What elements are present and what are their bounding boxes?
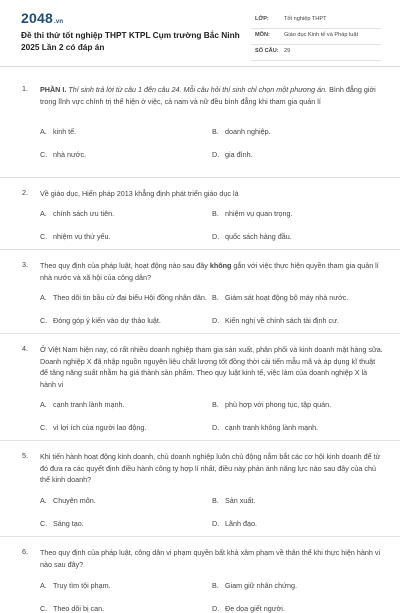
option-b[interactable]: B. Sản xuất.	[212, 496, 256, 505]
option-c[interactable]: C. Theo dõi bị can.	[40, 604, 105, 613]
part-instruction: Thí sinh trả lời từ câu 1 đến câu 24. Mỗi câu hỏi thí sinh chỉ chọn một phương án.	[68, 85, 328, 94]
option-a[interactable]: A. Truy tìm tội phạm.	[40, 581, 111, 590]
question-text: Theo quy định của pháp luật, hoạt động nào sau đây không gắn với việc thực hiện quyền tham gia quản lí nhà nước và xã hội của công dân?	[40, 261, 379, 282]
question-body: Bình đẳng giới trong lĩnh vực chính trị thể hiện ở việc, cả nam và nữ đều bình đẳng khi tham gia quản lí	[40, 85, 376, 106]
exam-title-line-2: 2025 Lần 2 có đáp án	[21, 42, 105, 52]
meta-value: Giáo dục Kinh tế và Pháp luật	[284, 32, 359, 38]
option-b[interactable]: B. Giám sát hoạt động bộ máy nhà nước.	[212, 293, 349, 302]
question-number: 5.	[22, 451, 28, 460]
option-d[interactable]: D. Lãnh đạo.	[212, 519, 257, 528]
option-a[interactable]: A. chính sách ưu tiên.	[40, 209, 115, 218]
option-d[interactable]: D. Kiến nghị về chính sách tài định cư.	[212, 316, 339, 325]
option-a[interactable]: A. Chuyên môn.	[40, 496, 96, 505]
option-a[interactable]: A. cạnh tranh lành mạnh.	[40, 400, 125, 409]
question-number: 1.	[22, 84, 28, 93]
question-number: 6.	[22, 547, 28, 556]
option-b[interactable]: B. phù hợp với phong tục, tập quán.	[212, 400, 332, 409]
exam-meta-table	[251, 13, 381, 61]
option-d[interactable]: D. gia đình.	[212, 150, 253, 159]
question-number: 2.	[22, 188, 28, 197]
question-number: 3.	[22, 260, 28, 269]
part-label: PHẦN I.	[40, 85, 67, 94]
option-c[interactable]: C. nhiệm vụ thứ yếu.	[40, 232, 111, 241]
meta-label: LỚP:	[255, 16, 269, 22]
meta-value: 29	[284, 48, 291, 54]
option-b[interactable]: B. nhiệm vụ quan trọng.	[212, 209, 293, 218]
question-text: Khi tiến hành hoạt động kinh doanh, chủ doanh nghiệp luôn chủ động nắm bắt các cơ hội kinh doanh để từ đó đưa ra các quyết định điều hành công ty hợp lí nhất, điều này phản ánh năng lực nào sau đây của chủ thể kinh doanh?	[40, 452, 381, 484]
meta-value: Tốt nghiệp THPT	[284, 16, 327, 22]
option-d[interactable]: D. Đe dọa giết người.	[212, 604, 285, 613]
question-list	[0, 84, 400, 613]
option-c[interactable]: C. Sáng tạo.	[40, 519, 84, 528]
question-text: Về giáo dục, Hiến pháp 2013 khẳng định phát triển giáo dục là	[40, 189, 239, 198]
question-3	[0, 250, 400, 334]
question-text: Theo quy định của pháp luật, công dân vi phạm quyền bất khả xâm phạm về thân thể khi thực hiện hành vi nào sau đây?	[40, 548, 381, 569]
question-text	[40, 84, 385, 107]
question-5	[0, 441, 400, 537]
question-1	[0, 84, 400, 178]
option-c[interactable]: C. vì lợi ích của người lao động.	[40, 423, 147, 432]
option-c[interactable]: C. nhà nước.	[40, 150, 87, 159]
question-number: 4.	[22, 344, 28, 353]
question-4	[0, 334, 400, 441]
option-c[interactable]: C. Đóng góp ý kiến vào dự thảo luật.	[40, 316, 161, 325]
question-6	[0, 537, 400, 613]
option-a[interactable]: A. kinh tế.	[40, 127, 77, 136]
meta-label: MÔN:	[255, 32, 270, 38]
document-header	[0, 0, 400, 67]
site-logo[interactable]: 2048.vn	[21, 10, 64, 26]
meta-row-class	[251, 13, 381, 29]
exam-title-line-1: Đề thi thử tốt nghiệp THPT KTPL Cụm trường Bắc Ninh	[21, 30, 240, 40]
option-d[interactable]: D. cạnh tranh không lành mạnh.	[212, 423, 319, 432]
meta-row-subject	[251, 29, 381, 45]
negation-keyword: không	[209, 261, 232, 270]
meta-row-count	[251, 45, 381, 61]
question-text: Ở Việt Nam hiện nay, có rất nhiều doanh nghiệp tham gia sản xuất, phân phối và kinh doanh mặt hàng sữa. Doanh nghiệp X đã nhập nguồn nguyên liệu chất lượng tốt đồng thời cải tiến mẫu mã và áp dụng kĩ thuật để tăng năng suất nhằm hạ giá thành sản phẩm. Theo quy luật kinh tế, việc làm của doanh nghiệp X là hành vi	[40, 345, 383, 389]
option-b[interactable]: B. doanh nghiệp.	[212, 127, 271, 136]
option-a[interactable]: A. Theo dõi tin bầu cử đại biểu Hội đồng nhân dân.	[40, 293, 207, 302]
option-d[interactable]: D. quốc sách hàng đầu.	[212, 232, 292, 241]
option-b[interactable]: B. Giam giữ nhân chứng.	[212, 581, 297, 590]
question-2	[0, 178, 400, 250]
meta-label: SỐ CÂU:	[255, 48, 279, 54]
